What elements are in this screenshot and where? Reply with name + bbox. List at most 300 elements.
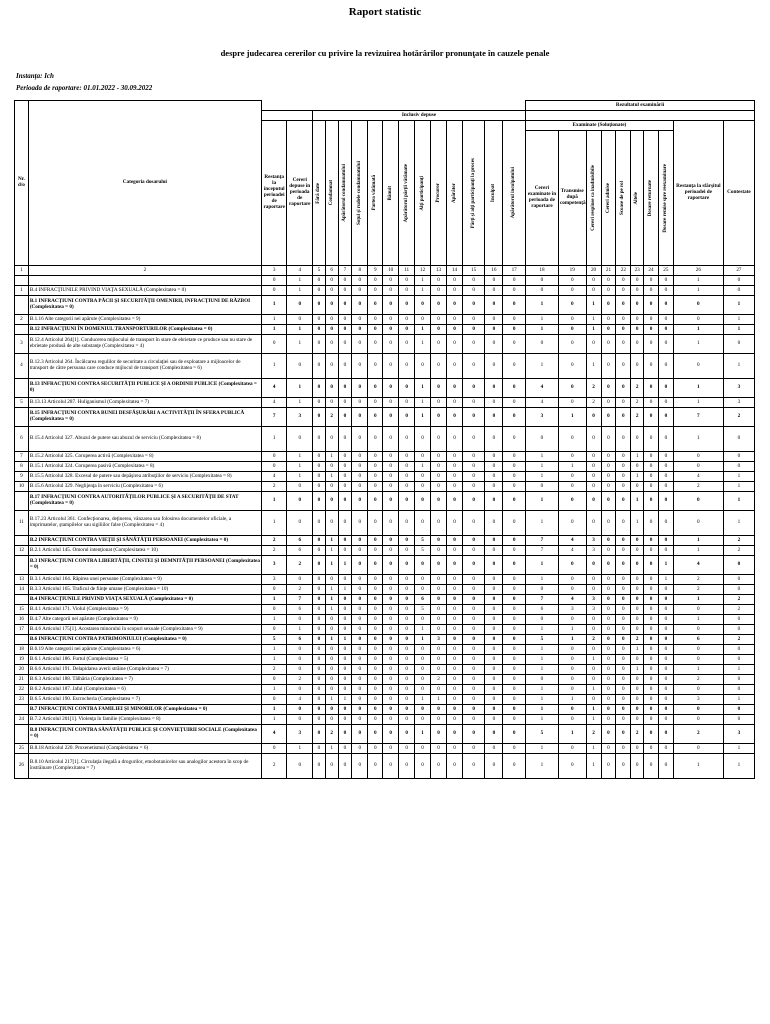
value-cell: 0 [399, 685, 415, 695]
value-cell: 0 [586, 286, 601, 296]
category-cell: B.2.1 Articolul 145. Omorul intenţionat (Complexitatea = 10) [28, 546, 261, 556]
value-cell: 0 [462, 585, 484, 595]
value-cell: 0 [601, 286, 616, 296]
value-cell: 0 [601, 398, 616, 408]
value-cell: 0 [631, 625, 644, 635]
value-cell: 2 [325, 408, 338, 427]
value-cell: 0 [338, 398, 352, 408]
value-cell: 0 [485, 296, 503, 315]
value-cell: 0 [658, 625, 673, 635]
column-number: 18 [525, 266, 558, 276]
value-cell: 0 [631, 556, 644, 575]
value-cell: 1 [287, 335, 313, 354]
column-number: 14 [447, 266, 463, 276]
value-cell: 0 [601, 536, 616, 546]
value-cell: 0 [503, 482, 526, 492]
row-number [15, 556, 29, 575]
table-row [15, 685, 755, 695]
value-cell: 0 [631, 276, 644, 286]
value-cell: 0 [447, 492, 463, 511]
value-cell: 0 [352, 645, 368, 655]
table-row [15, 754, 755, 779]
value-cell: 0 [313, 296, 326, 315]
value-cell: 0 [313, 546, 326, 556]
value-cell: 0 [558, 685, 586, 695]
value-cell: 0 [338, 665, 352, 675]
value-cell: 0 [601, 408, 616, 427]
value-cell: 1 [325, 695, 338, 705]
value-cell: 0 [325, 276, 338, 286]
value-cell: 0 [503, 685, 526, 695]
value-cell: 6 [287, 546, 313, 556]
value-cell: 0 [601, 754, 616, 779]
value-cell: 0 [399, 325, 415, 335]
value-cell: 0 [313, 536, 326, 546]
header-submitter: Apărătorul condamnatului [342, 164, 348, 222]
value-cell: 0 [631, 354, 644, 379]
value-cell: 1 [525, 655, 558, 665]
value-cell: 0 [447, 695, 463, 705]
value-cell: 2 [673, 585, 723, 595]
value-cell: 1 [631, 511, 644, 536]
value-cell: 1 [525, 325, 558, 335]
value-cell: 0 [447, 595, 463, 605]
value-cell: 0 [325, 398, 338, 408]
value-cell: 0 [485, 511, 503, 536]
category-cell: B.17.23 Articolul 361. Confecţionarea, deţinerea, vânzarea sau folosirea documentelor oficiale, a imprimatelor, ştampilelor sau sigiliilor false (Complexitatea = 4) [28, 511, 261, 536]
value-cell: 0 [399, 675, 415, 685]
value-cell: 0 [586, 615, 601, 625]
value-cell: 0 [368, 605, 383, 615]
value-cell: 0 [352, 536, 368, 546]
value-cell: 2 [723, 408, 754, 427]
value-cell: 0 [447, 482, 463, 492]
value-cell: 0 [485, 335, 503, 354]
value-cell: 0 [462, 605, 484, 615]
value-cell: 6 [525, 605, 558, 615]
value-cell: 0 [368, 536, 383, 546]
value-cell: 0 [352, 354, 368, 379]
value-cell: 0 [383, 492, 399, 511]
value-cell: 0 [558, 472, 586, 482]
value-cell: 0 [462, 492, 484, 511]
value-cell: 0 [558, 675, 586, 685]
table-row [15, 665, 755, 675]
value-cell: 1 [673, 615, 723, 625]
value-cell: 0 [383, 472, 399, 482]
value-cell: 0 [352, 379, 368, 398]
value-cell: 1 [261, 595, 287, 605]
column-number: 27 [723, 266, 754, 276]
value-cell: 0 [368, 452, 383, 462]
value-cell: 0 [431, 595, 447, 605]
value-cell: 1 [558, 695, 586, 705]
value-cell: 0 [313, 575, 326, 585]
table-row [15, 427, 755, 452]
value-cell: 0 [723, 585, 754, 595]
value-cell: 0 [325, 511, 338, 536]
value-cell: 0 [601, 354, 616, 379]
value-cell: 0 [658, 675, 673, 685]
category-cell: B.7.2 Articolul 201[1]. Violenţa în familie (Complexitatea = 8) [28, 715, 261, 725]
value-cell: 0 [485, 645, 503, 655]
value-cell: 0 [658, 315, 673, 325]
value-cell: 1 [586, 744, 601, 754]
value-cell: 1 [723, 315, 754, 325]
value-cell: 4 [525, 379, 558, 398]
value-cell: 0 [338, 645, 352, 655]
value-cell: 0 [447, 472, 463, 482]
value-cell: 0 [485, 585, 503, 595]
value-cell: 1 [287, 286, 313, 296]
value-cell: 0 [644, 354, 659, 379]
value-cell: 3 [287, 408, 313, 427]
value-cell: 2 [673, 482, 723, 492]
section-row [15, 536, 755, 546]
value-cell: 0 [313, 286, 326, 296]
value-cell: 0 [287, 685, 313, 695]
value-cell: 0 [644, 595, 659, 605]
value-cell: 0 [462, 296, 484, 315]
header-examined: Examinate (Soluţionate) [525, 121, 673, 131]
value-cell: 1 [261, 492, 287, 511]
value-cell: 0 [658, 325, 673, 335]
value-cell: 0 [601, 655, 616, 665]
value-cell: 0 [352, 705, 368, 715]
category-cell: B.12 INFRACŢIUNI ÎN DOMENIUL TRANSPORTURILOR (Complexitatea = 0) [28, 325, 261, 335]
value-cell: 0 [338, 462, 352, 472]
value-cell: 0 [431, 335, 447, 354]
value-cell: 0 [644, 398, 659, 408]
row-number [15, 325, 29, 335]
value-cell: 0 [368, 725, 383, 744]
value-cell: 0 [447, 585, 463, 595]
value-cell: 0 [383, 379, 399, 398]
value-cell: 1 [673, 335, 723, 354]
value-cell: 0 [383, 625, 399, 635]
value-cell: 0 [415, 615, 431, 625]
value-cell: 0 [352, 685, 368, 695]
value-cell: 0 [525, 276, 558, 286]
value-cell: 1 [287, 625, 313, 635]
value-cell: 0 [723, 715, 754, 725]
value-cell: 7 [287, 595, 313, 605]
value-cell: 2 [631, 379, 644, 398]
value-cell: 0 [368, 695, 383, 705]
value-cell: 2 [673, 725, 723, 744]
value-cell: 0 [485, 536, 503, 546]
value-cell: 0 [616, 715, 631, 725]
value-cell: 0 [338, 675, 352, 685]
value-cell: 3 [525, 408, 558, 427]
value-cell: 0 [261, 675, 287, 685]
value-cell: 0 [485, 675, 503, 685]
value-cell: 0 [503, 379, 526, 398]
value-cell: 0 [658, 665, 673, 675]
value-cell: 0 [462, 286, 484, 296]
value-cell: 3 [586, 595, 601, 605]
value-cell: 0 [431, 615, 447, 625]
value-cell: 0 [485, 655, 503, 665]
value-cell: 0 [673, 605, 723, 615]
value-cell: 0 [503, 472, 526, 482]
category-cell: B.13.13 Articolul 287. Huliganismul (Complexitatea = 7) [28, 398, 261, 408]
category-cell: B.8.10 Articolul 217[1]. Circulaţia ilegală a drogurilor, etnobotanicelor sau analogilor acestora în scop de înstrăinare (Complexitatea = 7) [28, 754, 261, 779]
value-cell: 0 [399, 705, 415, 715]
table-row [15, 655, 755, 665]
value-cell: 0 [447, 635, 463, 645]
value-cell: 0 [368, 472, 383, 482]
value-cell: 0 [558, 398, 586, 408]
column-number: 17 [503, 266, 526, 276]
value-cell: 0 [313, 315, 326, 325]
value-cell: 1 [723, 665, 754, 675]
value-cell: 1 [325, 546, 338, 556]
value-cell: 0 [287, 754, 313, 779]
value-cell: 3 [558, 605, 586, 615]
value-cell: 0 [313, 462, 326, 472]
category-cell: B.3.1 Articolul 164. Răpirea unei persoane (Complexitatea = 9) [28, 575, 261, 585]
value-cell: 0 [485, 605, 503, 615]
value-cell: 0 [447, 335, 463, 354]
value-cell: 0 [644, 286, 659, 296]
value-cell: 0 [462, 315, 484, 325]
table-row [15, 472, 755, 482]
header-result-type: Scoase de pe rol [620, 181, 626, 215]
value-cell: 0 [415, 315, 431, 325]
value-cell: 0 [383, 595, 399, 605]
value-cell: 0 [447, 655, 463, 665]
row-number: 15 [15, 605, 29, 615]
value-cell: 0 [415, 705, 431, 715]
value-cell: 0 [658, 645, 673, 655]
value-cell: 0 [644, 536, 659, 546]
value-cell: 0 [616, 725, 631, 744]
value-cell: 0 [485, 546, 503, 556]
header-filed: Cereri depuse în perioada de raportare [287, 121, 313, 266]
value-cell: 0 [447, 379, 463, 398]
value-cell: 1 [631, 645, 644, 655]
value-cell: 1 [525, 575, 558, 585]
value-cell: 0 [658, 635, 673, 645]
value-cell: 0 [723, 575, 754, 585]
value-cell: 0 [415, 472, 431, 482]
value-cell: 0 [368, 715, 383, 725]
value-cell: 0 [673, 492, 723, 511]
value-cell: 1 [586, 354, 601, 379]
value-cell: 0 [368, 427, 383, 452]
value-cell: 0 [431, 744, 447, 754]
value-cell: 0 [431, 556, 447, 575]
value-cell: 0 [368, 665, 383, 675]
value-cell: 0 [338, 452, 352, 462]
value-cell: 0 [485, 398, 503, 408]
value-cell: 1 [261, 645, 287, 655]
value-cell: 0 [383, 462, 399, 472]
category-cell: B.2 INFRACŢIUNI CONTRA VIEŢII ŞI SĂNĂTĂŢII PERSOANEI (Complexitatea = 0) [28, 536, 261, 546]
value-cell: 1 [586, 296, 601, 315]
header-submitter: Apărător [451, 183, 457, 203]
table-row [15, 315, 755, 325]
value-cell: 0 [631, 615, 644, 625]
value-cell: 0 [586, 665, 601, 675]
value-cell: 0 [723, 625, 754, 635]
value-cell: 1 [673, 286, 723, 296]
value-cell: 0 [368, 408, 383, 427]
column-number: 15 [462, 266, 484, 276]
value-cell: 0 [503, 427, 526, 452]
row-number [15, 725, 29, 744]
value-cell: 2 [723, 536, 754, 546]
value-cell: 0 [431, 398, 447, 408]
value-cell: 6 [287, 536, 313, 546]
value-cell: 0 [313, 556, 326, 575]
value-cell: 0 [658, 354, 673, 379]
value-cell: 0 [352, 695, 368, 705]
value-cell: 0 [287, 427, 313, 452]
value-cell: 0 [447, 605, 463, 615]
row-number [15, 635, 29, 645]
value-cell: 0 [313, 725, 326, 744]
category-cell: B.4.7 Alte categorii nei apărute (Complexitatea = 9) [28, 615, 261, 625]
value-cell: 0 [485, 315, 503, 325]
value-cell: 0 [415, 354, 431, 379]
value-cell: 0 [313, 754, 326, 779]
value-cell: 0 [558, 276, 586, 286]
value-cell: 0 [338, 546, 352, 556]
value-cell: 0 [485, 635, 503, 645]
value-cell: 2 [261, 546, 287, 556]
value-cell: 0 [462, 335, 484, 354]
value-cell: 0 [287, 615, 313, 625]
value-cell: 1 [525, 705, 558, 715]
value-cell: 0 [601, 462, 616, 472]
value-cell: 0 [616, 335, 631, 354]
header-submitter: Alţi participanţi [419, 175, 425, 211]
value-cell: 0 [399, 645, 415, 655]
value-cell: 1 [431, 695, 447, 705]
value-cell: 0 [383, 715, 399, 725]
value-cell: 2 [631, 408, 644, 427]
value-cell: 0 [644, 725, 659, 744]
value-cell: 2 [586, 635, 601, 645]
value-cell: 0 [601, 511, 616, 536]
value-cell: 0 [447, 427, 463, 452]
value-cell: 0 [644, 685, 659, 695]
value-cell: 0 [399, 492, 415, 511]
value-cell: 0 [503, 546, 526, 556]
value-cell: 0 [631, 744, 644, 754]
value-cell: 0 [503, 744, 526, 754]
category-cell: B.13 INFRACŢIUNI CONTRA SECURITĂŢII PUBLICE ŞI A ORDINII PUBLICE (Complexitatea = 0) [28, 379, 261, 398]
value-cell: 0 [631, 462, 644, 472]
header-submitter: Apărătorul părţii vătămate [403, 163, 409, 223]
category-cell: B.17 INFRACŢIUNI CONTRA AUTORITĂŢILOR PUBLICE ŞI A SECURITĂŢII DE STAT (Complexitatea = 0) [28, 492, 261, 511]
value-cell: 0 [503, 725, 526, 744]
section-row [15, 492, 755, 511]
value-cell: 0 [503, 354, 526, 379]
value-cell: 0 [485, 725, 503, 744]
row-number: 1 [15, 286, 29, 296]
value-cell: 0 [586, 585, 601, 595]
value-cell: 0 [399, 625, 415, 635]
value-cell: 0 [431, 685, 447, 695]
section-row [15, 408, 755, 427]
header-submitter: Procuror [435, 183, 441, 203]
value-cell: 0 [287, 665, 313, 675]
page-subtitle: despre judecarea cererilor cu privire la revizuirea hotărârilor pronunţate în cauzele penale [220, 48, 550, 58]
value-cell: 0 [338, 615, 352, 625]
value-cell: 0 [601, 482, 616, 492]
table-row [15, 675, 755, 685]
value-cell: 0 [287, 492, 313, 511]
value-cell: 0 [415, 655, 431, 665]
value-cell: 0 [352, 595, 368, 605]
table-row [15, 276, 755, 286]
value-cell: 0 [503, 625, 526, 635]
value-cell: 0 [431, 725, 447, 744]
value-cell: 0 [447, 462, 463, 472]
value-cell: 0 [368, 335, 383, 354]
value-cell: 0 [462, 354, 484, 379]
value-cell: 0 [485, 462, 503, 472]
value-cell: 0 [462, 595, 484, 605]
value-cell: 0 [462, 695, 484, 705]
value-cell: 4 [673, 472, 723, 482]
value-cell: 3 [586, 546, 601, 556]
value-cell: 0 [338, 575, 352, 585]
value-cell: 0 [261, 625, 287, 635]
value-cell: 0 [616, 511, 631, 536]
table-row [15, 575, 755, 585]
value-cell: 1 [338, 556, 352, 575]
value-cell: 0 [616, 325, 631, 335]
value-cell: 0 [338, 354, 352, 379]
value-cell: 0 [558, 744, 586, 754]
value-cell: 0 [673, 462, 723, 472]
value-cell: 0 [447, 725, 463, 744]
value-cell: 1 [723, 472, 754, 482]
value-cell: 0 [631, 296, 644, 315]
value-cell: 2 [586, 379, 601, 398]
value-cell: 0 [462, 645, 484, 655]
column-number: 25 [658, 266, 673, 276]
value-cell: 0 [525, 482, 558, 492]
value-cell: 0 [261, 286, 287, 296]
value-cell: 0 [431, 379, 447, 398]
value-cell: 0 [658, 725, 673, 744]
value-cell: 0 [558, 354, 586, 379]
value-cell: 3 [431, 635, 447, 645]
value-cell: 0 [525, 615, 558, 625]
value-cell: 0 [525, 585, 558, 595]
value-cell: 0 [462, 511, 484, 536]
value-cell: 0 [352, 472, 368, 482]
value-cell: 0 [462, 665, 484, 675]
category-cell: B.6.5 Articolul 190. Escrocheria (Complexitatea = 7) [28, 695, 261, 705]
value-cell: 0 [644, 655, 659, 665]
value-cell: 0 [415, 715, 431, 725]
value-cell: 0 [383, 754, 399, 779]
value-cell: 0 [325, 335, 338, 354]
value-cell: 0 [462, 472, 484, 482]
value-cell: 0 [558, 645, 586, 655]
page-title: Raport statistic [348, 6, 422, 18]
value-cell: 0 [447, 705, 463, 715]
value-cell: 0 [601, 595, 616, 605]
value-cell: 0 [503, 635, 526, 645]
value-cell: 0 [399, 725, 415, 744]
